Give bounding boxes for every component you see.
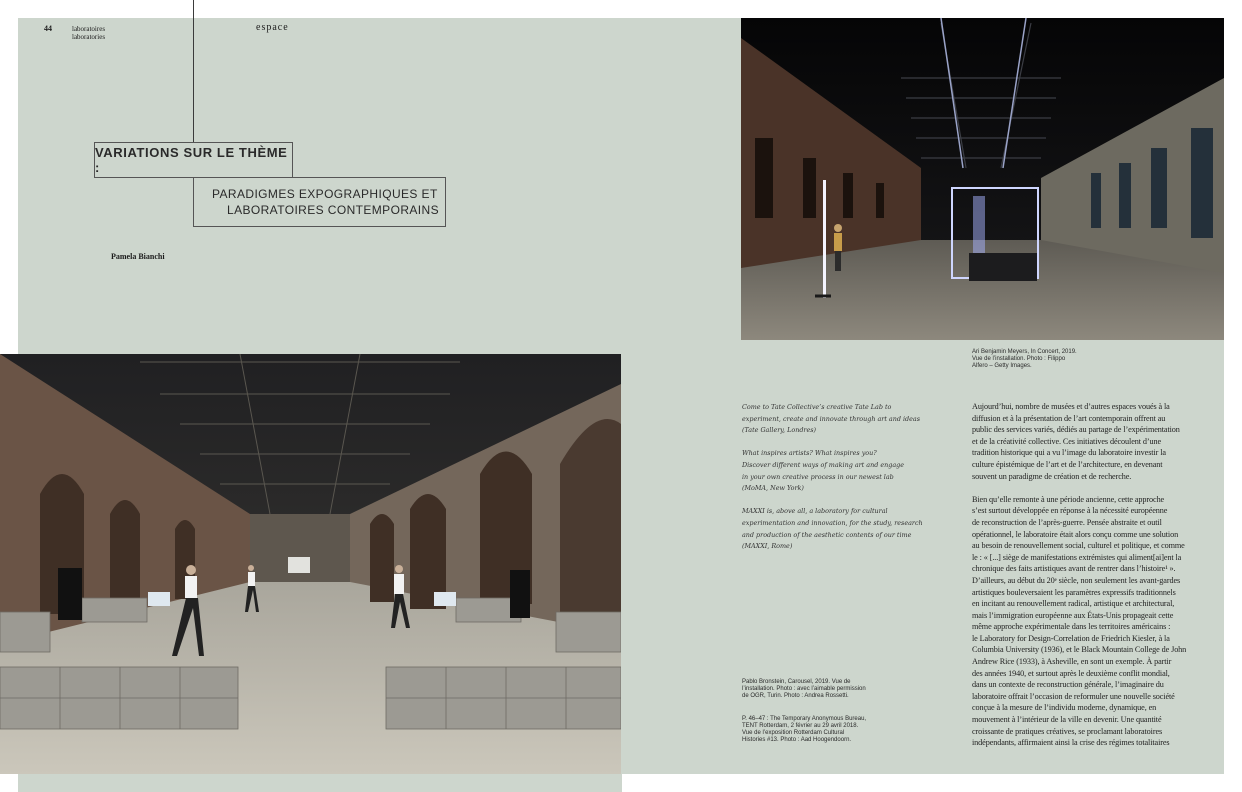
body-line: Columbia University (1936), et le Black Mountain College de John [972,645,1187,655]
section-label: espace [256,22,289,33]
caption-line: Alfero – Getty Images. [972,363,1032,369]
body-line: le : « [...] siège de manifestations extrémistes qui aliment[ai]ent la [972,552,1182,562]
quote-maxxi [742,506,923,552]
quote-line: experiment, create and innovate through art and ideas [742,414,920,423]
article-body [972,401,1196,760]
running-title-en: laboratories [72,33,106,41]
quote-line: and production of the aesthetic contents of our time [742,530,912,539]
title-box-secondary [193,177,446,227]
body-line: Aujourd’hui, nombre de musées et d’autres espaces voués à la [972,402,1170,411]
caption-line: Vue de l’exposition Rotterdam Cultural [742,730,845,736]
photo-carousel-hall [0,354,621,774]
article-subtitle-line-1: PARADIGMES EXPOGRAPHIQUES ET [212,187,438,201]
epigraph-quotes [742,402,923,564]
quote-moma [742,448,920,494]
body-line: et de la créativité collective. Ces initiatives découlent d’une [972,436,1161,446]
caption-line: P. 46–47 : The Temporary Anonymous Bureau, [742,716,867,722]
body-line: au besoin de renouvellement social, culturel et politique, et comme [972,541,1185,551]
article-subtitle-line-2: LABORATOIRES CONTEMPORAINS [227,203,439,217]
body-line: même approche expérimentale dans les territoires américains : [972,622,1171,632]
page-number: 44 [44,24,52,33]
title-rule [193,0,194,142]
quote-tate [742,402,920,437]
photo-concert-hall [741,18,1224,340]
caption-concert [972,349,1092,370]
body-line: laboratoire offrait l’occasion de reformuler une nouvelle société [972,691,1175,701]
body-line: conçue à la mesure de l’individu moderne, dynamique, en [972,703,1157,713]
caption-line: TENT Rotterdam, 2 février au 29 avril 2018. [742,723,859,729]
quote-line: Discover different ways of making art and engage [742,460,905,469]
caption-line: Ari Benjamin Meyers, In Concert, 2019. [972,349,1077,355]
body-line: mais l’immigration européenne aux États-Unis propageait cette [972,610,1174,620]
body-line: diffusion et à la présentation de l’art contemporain offrent au [972,413,1166,423]
body-line: le Laboratory for Design-Correlation de Friedrich Kiesler, à la [972,633,1170,643]
quote-line: experimentation and innovation, for the study, research [742,518,923,527]
body-line: opérationnel, le laboratoire était alors conçu comme une solution [972,529,1179,539]
concert-hall-image [741,18,1224,340]
body-line: culture épistémique de l’art et de l’architecture, en devenant [972,459,1163,469]
running-title [72,25,105,41]
caption-line: Pablo Bronstein, Carousel, 2019. Vue de [742,679,851,685]
body-line: Bien qu’elle remonte à une période ancienne, cette approche [972,494,1165,504]
body-line: croissante de pratiques créatives, se proclamant laboratoires [972,726,1163,736]
quote-source: (Tate Gallery, Londres) [742,426,817,435]
caption-line: Vue de l’installation. Photo : Filippo [972,356,1066,362]
caption-carousel [742,679,872,700]
body-line: tradition historique qui a vu l’image du laboratoire investir la [972,448,1166,458]
body-line: en incitant au renouvellement radical, artistique et architectural, [972,599,1175,609]
body-line: de reconstruction de l’après-guerre. Pensée abstraite et outil [972,517,1162,527]
article-title: VARIATIONS SUR LE THÈME : [95,145,288,175]
paragraph-2 [972,494,1196,749]
body-line: des années 1940, et surtout après le deuxième conflit mondial, [972,668,1170,678]
author-name: Pamela Bianchi [111,252,165,261]
body-line: D’ailleurs, au début du 20ᵉ siècle, non seulement les avant-gardes [972,575,1181,585]
running-title-fr: laboratoires [72,25,106,33]
body-line: public des services variés, dédiés au partage de l’expérimentation [972,425,1180,435]
quote-line: What inspires artists? What inspires you? [742,449,877,458]
paragraph-1 [972,401,1196,482]
body-line: dans un contexte de reconstruction générale, l’imaginaire du [972,680,1164,690]
quote-line: MAXXI is, above all, a laboratory for cultural [742,507,888,516]
body-line: Andrew Rice (1933), à Asheville, en sont un exemple. À partir [972,657,1172,667]
body-line: chronique des faits artistiques avant de rentrer dans l’histoire¹ ». [972,564,1176,574]
body-line: mouvement à l’intérieur de la ville en devenir. Une quantité [972,715,1162,725]
caption-line: Histories #13. Photo : Aad Hoogendoorn. [742,737,852,743]
body-line: souvent un paradigme de création et de recherche. [972,471,1132,481]
body-line: s’est surtout développée en réponse à la nécessité européenne [972,506,1168,516]
caption-line: de OGR, Turin. Photo : Andrea Rossetti. [742,693,849,699]
quote-line: Come to Tate Collective’s creative Tate Lab to [742,403,892,411]
body-line: indépendants, affirmaient ainsi la crise des régimes totalitaires [972,738,1170,748]
quote-line: in your own creative process in our newest lab [742,472,894,481]
quote-source: (MoMA, New York) [742,484,804,493]
body-line: artistiques bouleversaient les paramètres expressifs traditionnels [972,587,1176,597]
caption-tent [742,716,872,744]
title-box-primary [94,142,293,178]
carousel-hall-image [0,354,621,774]
caption-line: l’installation. Photo : avec l’aimable permission [742,686,866,692]
quote-source: (MAXXI, Rome) [742,542,793,551]
